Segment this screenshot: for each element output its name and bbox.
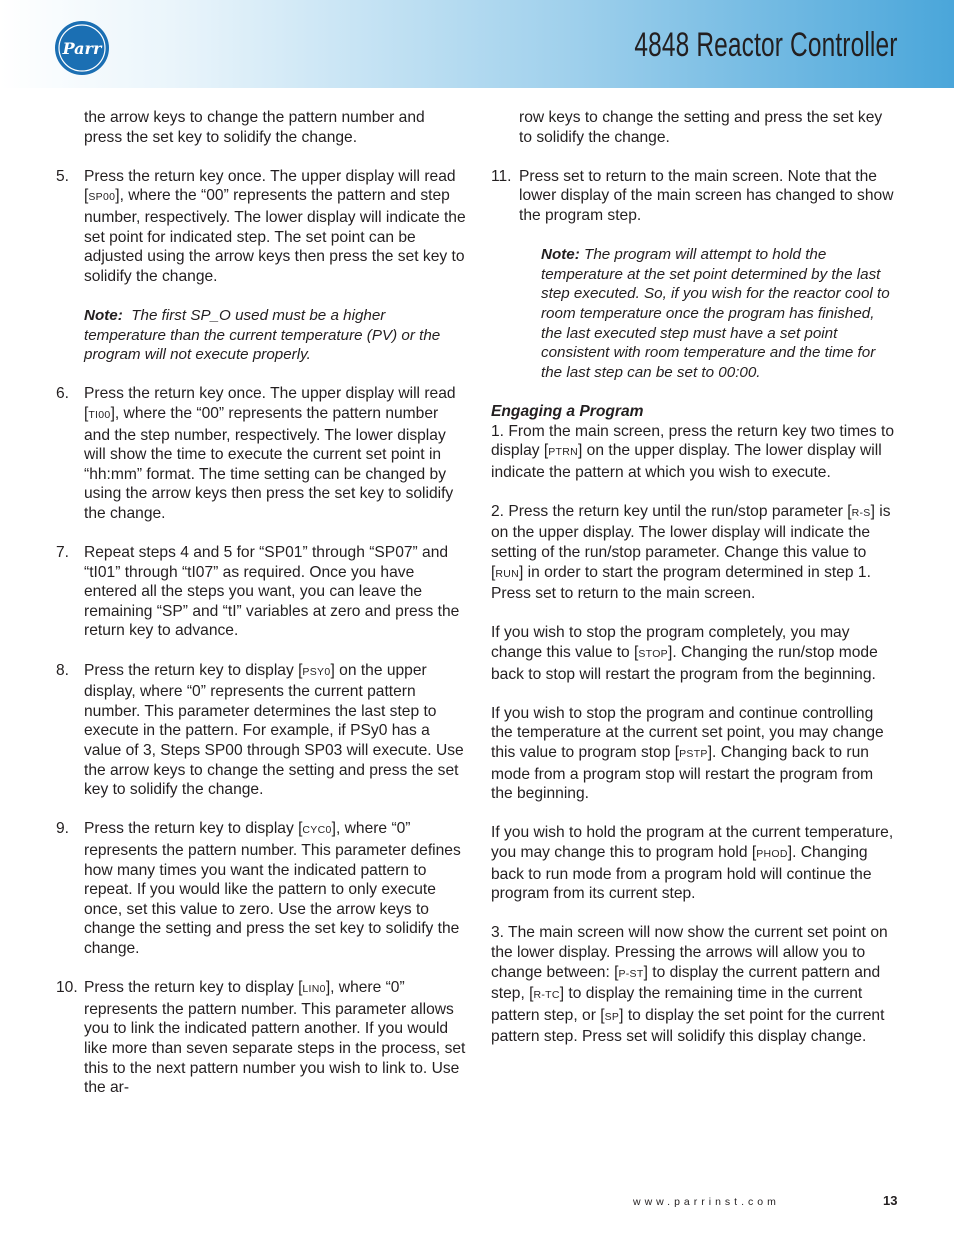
note-first-sp: Note: The first SP_O used must be a higher temperature than the current temperature (PV) or the program will not execute properly. [84,306,441,364]
step-6: 6. Press the return key once. The upper display will read [TI00], where the “00” represents the pattern number and the step number, respectively. The lower display will show the time to execute the current set point in “hh:mm” format. The time setting can be changed by using the arrow keys then press the set key to solidify the change. [56,385,456,522]
step-7: 7. Repeat steps 4 and 5 for “SP01” through “SP07” and “tI01” through “tI07” as required. Once you have entered all the steps you want, you can leave the remaining “SP” and “tI” variables at zero and press the return key to advance. [56,544,460,640]
intro-paragraph: the arrow keys to change the pattern number and press the set key to solidify the change. [84,109,425,146]
stop-paragraph: If you wish to stop the program completely, you may change this value to [STOP]. Changing the run/stop mode back to stop will restart the program from the beginning. [491,624,878,683]
page-number: 13 [883,1193,898,1208]
program-stop-paragraph: If you wish to stop the program and continue controlling the temperature at the current set point, you may change this value to program stop [PSTP]. Changing back to run mode from a program stop will restart the program from the beginning. [491,704,884,803]
right-column [491,108,899,1047]
svg-text:Parr: Parr [62,39,102,58]
step-8: 8. Press the return key to display [PSY0] on the upper display, where “0” represents the current pattern number. This parameter determines the last step to execute in the pattern. For example, if PSy0 has a value of 3, Steps SP00 through SP03 will execute. Use the arrow keys to change the setting and press the set key to solidify the change. [56,661,464,799]
step-5: 5. Press the return key once. The upper display will read [SP00], where the “00” represents the pattern and step number, respectively. The lower display will indicate the set point for indicated step. The set point can be adjusted using the arrow keys then press the set key to solidify the change. [56,167,466,285]
parr-logo-icon [54,20,110,76]
step-9: 9. Press the return key to display [CYC0], where “0” represents the pattern number. This parameter defines how many times you want the indicated pattern to repeat. If you would like the pattern to only execute once, set this value to zero. Use the arrow keys to change the setting and press the set key to solidify the change. [56,820,461,957]
step-10: 10. Press the return key to display [LIN0], where “0” represents the pattern number. This parameter allows you to link the indicated pattern another. If you would like more than seven separate steps in the process, set this to the next pattern number you wish to link to. Use the ar- [56,979,466,1097]
engage-step-1: 1. From the main screen, press the return key two times to display [PTRN] on the upper display. The lower display will indicate the pattern at which you wish to execute. [491,422,894,481]
engage-step-3: 3. The main screen will now show the current set point on the lower display. Pressing the arrows will allow you to change between: [P-ST] to display the current pattern and step, [R-TC] to display the remaining time in the current pattern step, or [SP] to display the set point for the current pattern step. Press set will solidify this display change. [491,924,888,1046]
section-heading: Engaging a Program [491,402,644,420]
step-11: 11. Press set to return to the main screen. Note that the lower display of the main screen has changed to show the program step. [491,167,894,224]
document-title: 4848 Reactor Controller [634,26,898,64]
engage-step-2: 2. Press the return key until the run/stop parameter [R-S] is on the upper display. The lower display will indicate the setting of the run/stop parameter. Change this value to [RUN] in order to start the program determined in step 1. Press set to return to the main screen. [491,502,891,603]
left-column [56,108,466,1098]
note-program-hold: Note: The program will attempt to hold the temperature at the set point determined by the last step executed. So, if you wish for the reactor cool to room temperature once the program has finished, the last executed step must have a set point consistent with room temperature and the time for the last step can be set to 00:00. [541,246,890,381]
step-10-continued: row keys to change the setting and press the set key to solidify the change. [519,109,883,146]
page-header [0,0,954,88]
program-hold-paragraph: If you wish to hold the program at the current temperature, you may change this to program hold [PHOD]. Changing back to run mode from a program hold will continue the program from its current step. [491,824,894,903]
footer-url: www.parrinst.com [633,1196,780,1208]
